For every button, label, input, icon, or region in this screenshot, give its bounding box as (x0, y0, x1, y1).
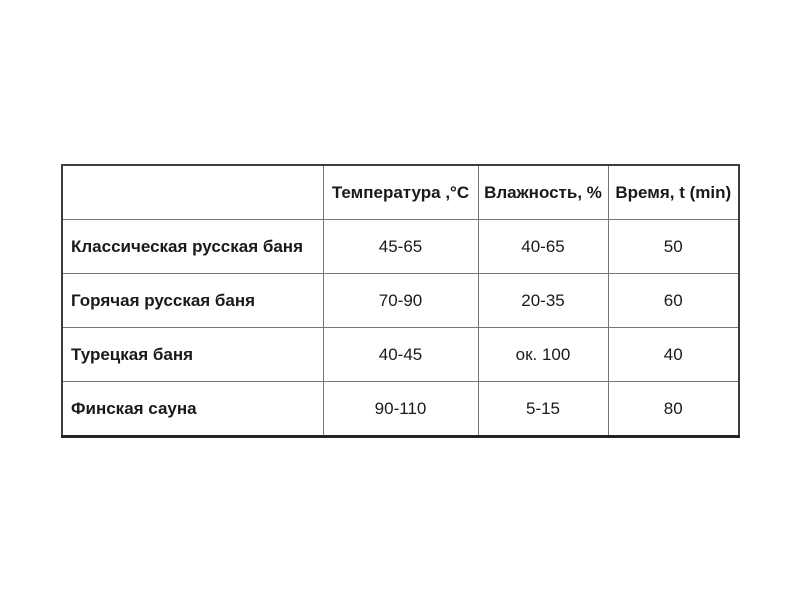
table-row (62, 220, 739, 274)
column-header-humidity: Влажность, % (478, 165, 608, 220)
cell-value: 45-65 (323, 220, 478, 274)
cell-value: 50 (608, 220, 739, 274)
row-label: Турецкая баня (62, 328, 323, 382)
column-header-temperature: Температура ,°C (323, 165, 478, 220)
cell-value: 70-90 (323, 274, 478, 328)
cell-value: 40-65 (478, 220, 608, 274)
cell-value: 60 (608, 274, 739, 328)
cell-value: 90-110 (323, 382, 478, 437)
cell-value: 5-15 (478, 382, 608, 437)
cell-value: 80 (608, 382, 739, 437)
table-body (62, 220, 739, 437)
column-header-empty (62, 165, 323, 220)
row-label: Финская сауна (62, 382, 323, 437)
table-header-row (62, 165, 739, 220)
table-row (62, 274, 739, 328)
cell-value: 40 (608, 328, 739, 382)
cell-value: ок. 100 (478, 328, 608, 382)
table-row (62, 328, 739, 382)
column-header-time: Время, t (min) (608, 165, 739, 220)
row-label: Классическая русская баня (62, 220, 323, 274)
row-label: Горячая русская баня (62, 274, 323, 328)
cell-value: 40-45 (323, 328, 478, 382)
table-row (62, 382, 739, 437)
cell-value: 20-35 (478, 274, 608, 328)
bath-comparison-table (61, 164, 740, 438)
